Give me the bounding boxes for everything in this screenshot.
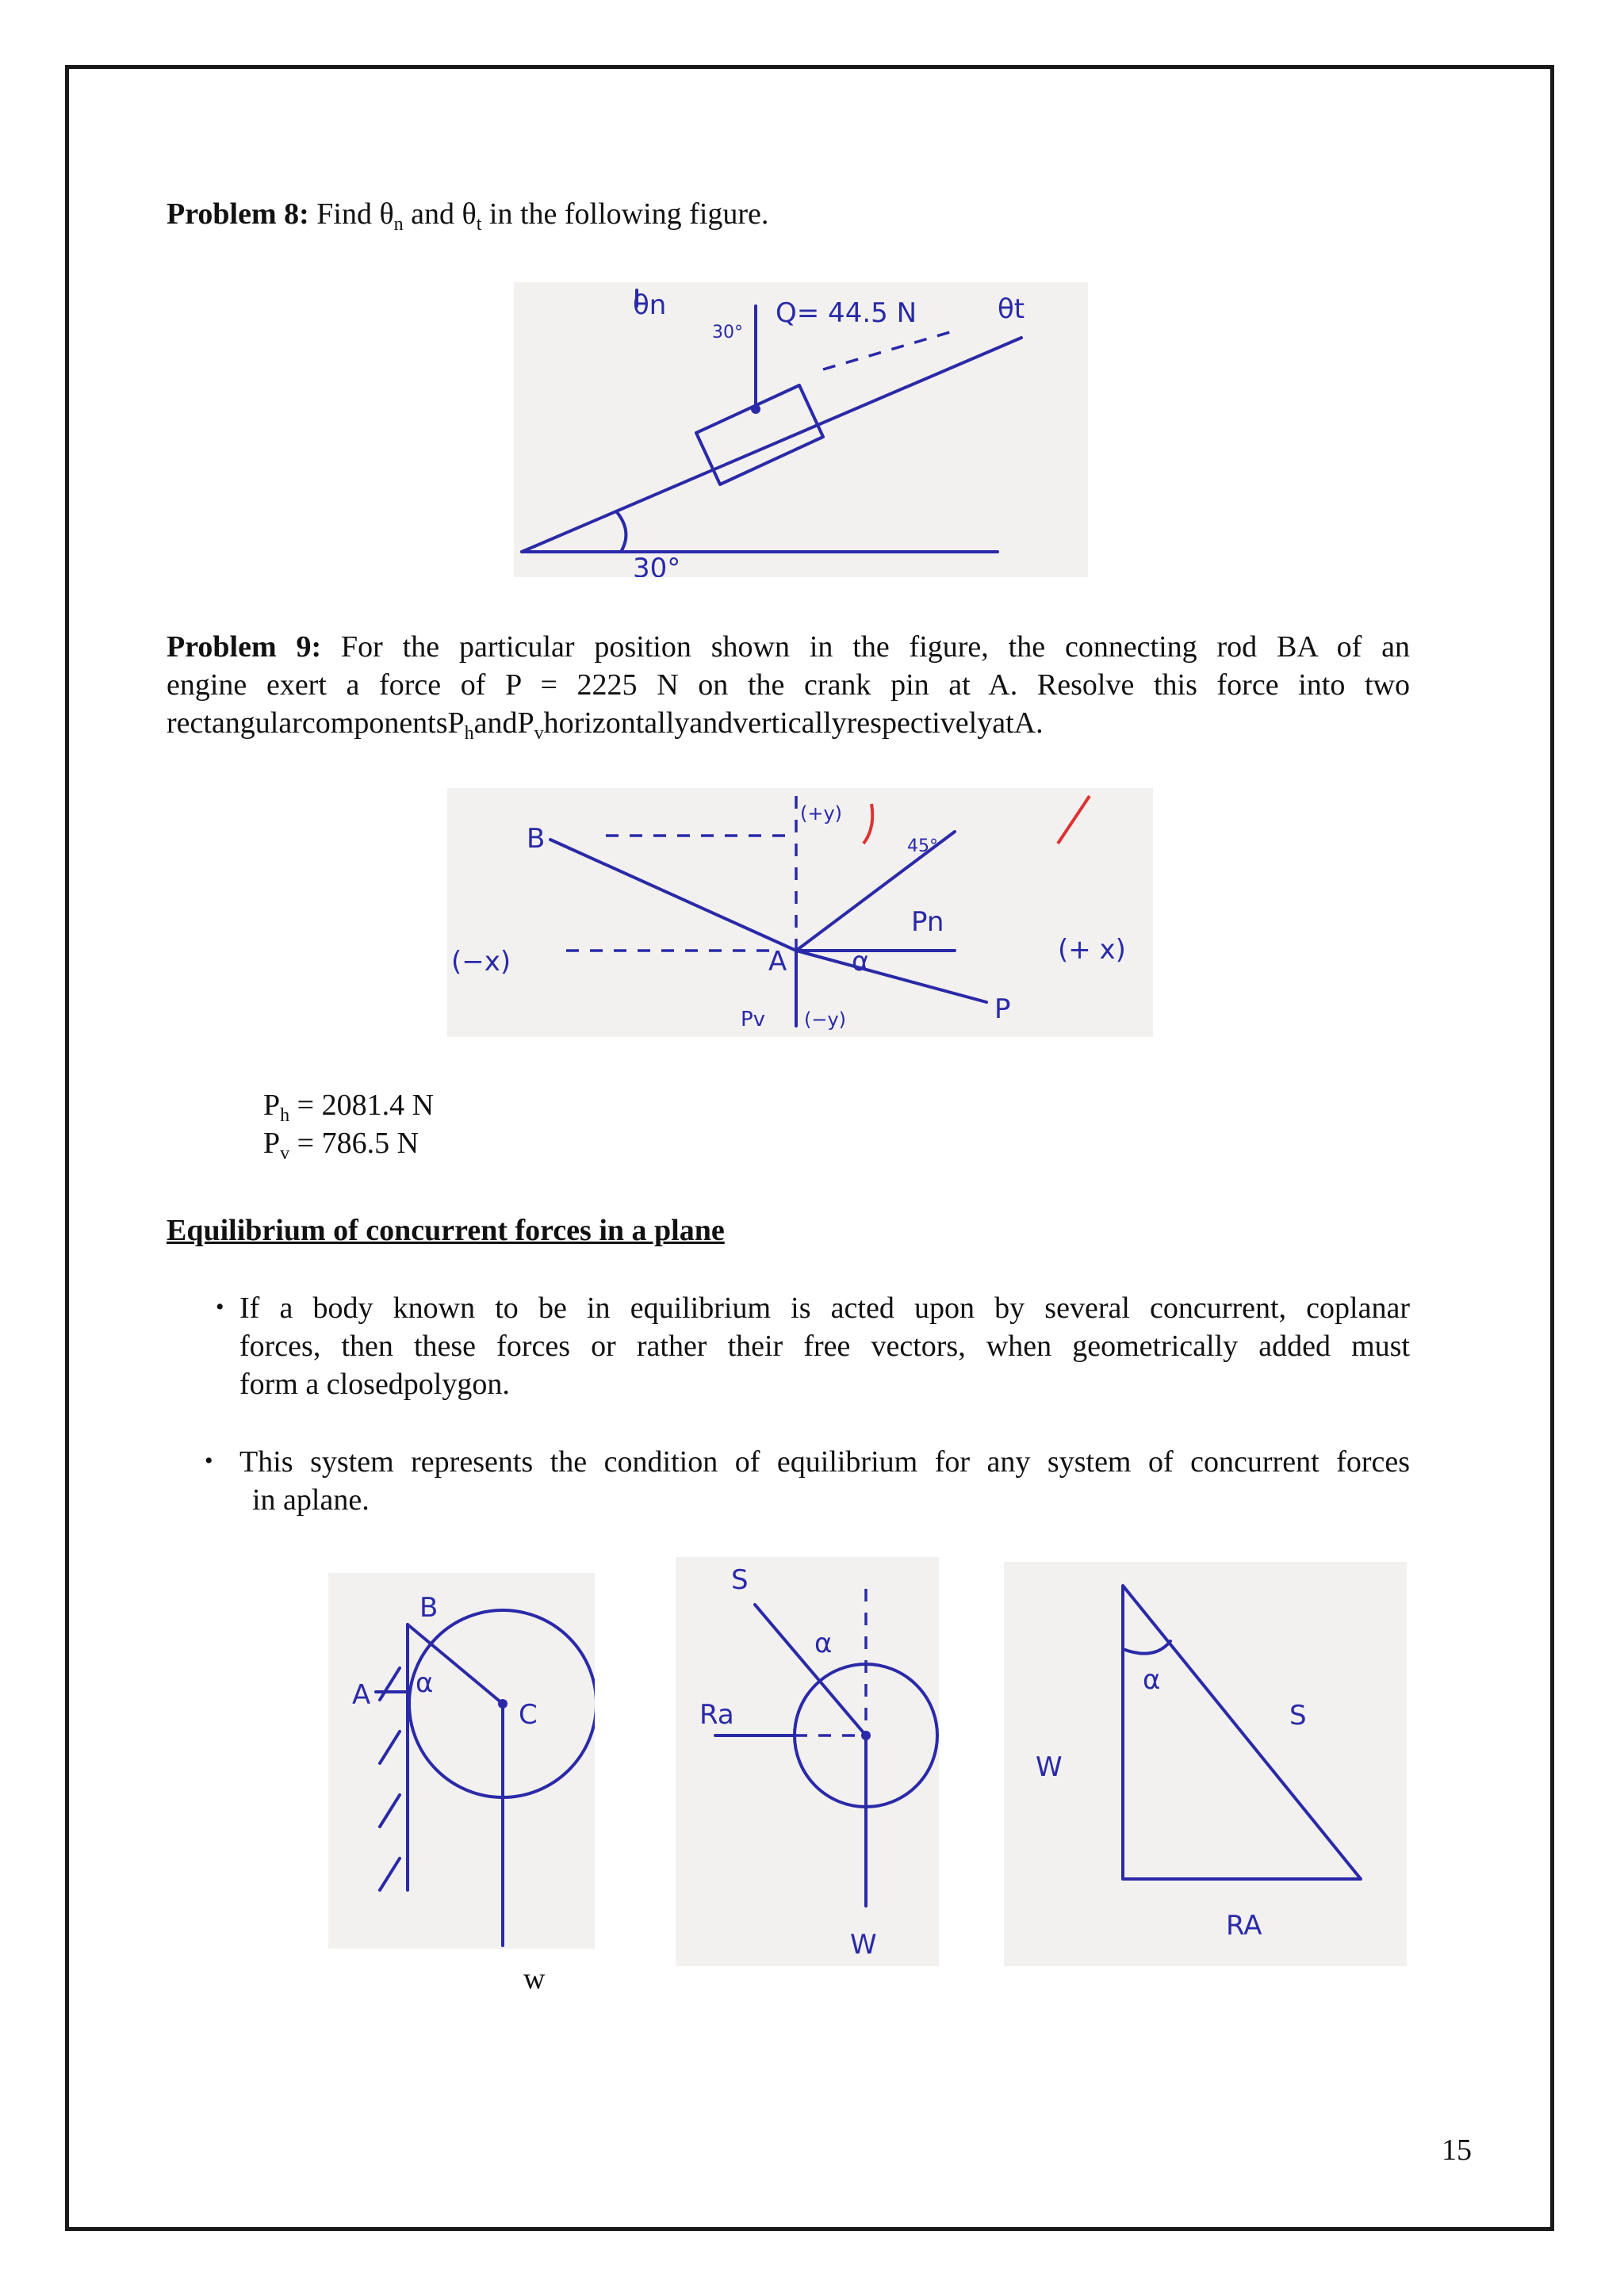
bullet-dot: • bbox=[216, 1294, 224, 1320]
svg-text:B: B bbox=[527, 823, 546, 855]
svg-text:P: P bbox=[994, 993, 1011, 1025]
svg-text:30°: 30° bbox=[633, 553, 681, 577]
svg-text:(+ x): (+ x) bbox=[1058, 934, 1126, 966]
svg-text:α: α bbox=[1143, 1664, 1161, 1696]
svg-text:W: W bbox=[850, 1929, 877, 1961]
svg-text:(−x): (−x) bbox=[451, 946, 511, 978]
svg-text:45°: 45° bbox=[907, 836, 938, 856]
answer-pv: $P_v = 786.5$ N bbox=[263, 1127, 419, 1164]
bullet1-line1: If a body known to be in equilibrium is acted upon by several concurrent, coplanar bbox=[239, 1292, 1410, 1325]
force-triangle-figure bbox=[1004, 1562, 1407, 1966]
bullet1-line3: form a closedpolygon. bbox=[239, 1368, 510, 1401]
problem-8-statement: Problem 8: Find $\theta_n$ and $\theta_t$ in the following figure. bbox=[167, 197, 769, 235]
svg-text:S: S bbox=[731, 1564, 749, 1596]
svg-text:Q= 44.5 N: Q= 44.5 N bbox=[776, 297, 917, 329]
bullet1-line2: forces, then these forces or rather their free vectors, when geometrically added must bbox=[239, 1330, 1410, 1363]
problem-9-label: Problem 9: bbox=[167, 630, 322, 664]
svg-text:(+y): (+y) bbox=[800, 802, 843, 825]
connecting-rod-figure bbox=[447, 788, 1153, 1037]
section-heading: Equilibrium of concurrent forces in a plane bbox=[167, 1214, 725, 1247]
svg-text:α: α bbox=[852, 946, 870, 978]
svg-text:Ra: Ra bbox=[699, 1699, 734, 1731]
svg-text:Pv: Pv bbox=[741, 1008, 766, 1031]
answer-ph: $P_h = 2081.4$ N bbox=[263, 1089, 435, 1126]
free-body-figure bbox=[676, 1557, 939, 1966]
problem-8-label: Problem 8: bbox=[167, 197, 309, 231]
bullet2-line1: This system represents the condition of equilibrium for any system of concurrent forces bbox=[239, 1445, 1410, 1479]
svg-text:Pn: Pn bbox=[911, 906, 944, 938]
svg-text:W: W bbox=[1036, 1751, 1063, 1783]
inclined-plane-figure bbox=[514, 282, 1088, 577]
svg-text:α: α bbox=[814, 1628, 833, 1659]
svg-text:A: A bbox=[352, 1679, 371, 1711]
svg-text:RA: RA bbox=[1226, 1910, 1262, 1942]
bullet2-line2: in aplane. bbox=[252, 1483, 370, 1517]
problem-9-line2: engine exert a force of P = 2225 N on the crank pin at A. Resolve this force into two bbox=[167, 668, 1410, 702]
svg-text:B: B bbox=[419, 1592, 439, 1624]
svg-text:C: C bbox=[519, 1699, 538, 1731]
svg-text:θn: θn bbox=[633, 289, 667, 321]
weight-label-w: w bbox=[523, 1962, 546, 1996]
bullet-dot: • bbox=[205, 1448, 213, 1474]
page-number: 15 bbox=[1442, 2133, 1472, 2167]
sphere-wall-figure bbox=[328, 1573, 595, 1949]
problem-9-line3: rectangularcomponentsP$_h$andP$_v$horizontallyandverticallyrespectivelyatA. bbox=[167, 706, 1044, 744]
svg-text:(−y): (−y) bbox=[804, 1008, 847, 1031]
svg-text:α: α bbox=[416, 1667, 434, 1699]
svg-text:θt: θt bbox=[998, 293, 1025, 325]
svg-text:A: A bbox=[768, 946, 787, 978]
problem-9-line1: Problem 9: For the particular position shown in the figure, the connecting rod BA of an bbox=[167, 630, 1411, 664]
svg-text:30°: 30° bbox=[712, 323, 743, 342]
svg-text:S: S bbox=[1289, 1700, 1307, 1732]
